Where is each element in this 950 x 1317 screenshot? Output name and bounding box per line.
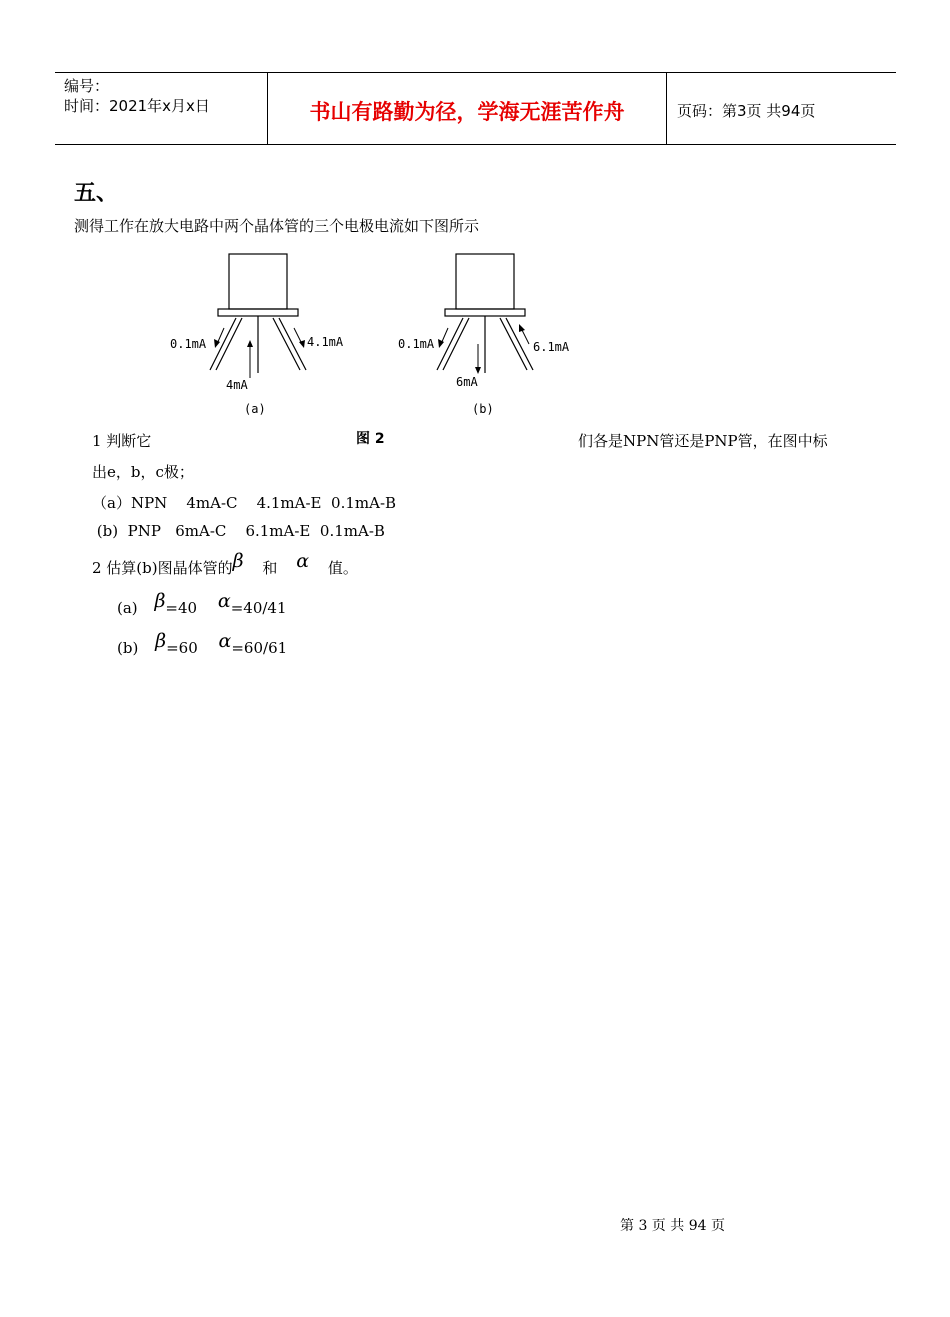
figure-caption: 图 2	[356, 431, 385, 447]
question2-line	[92, 550, 358, 578]
result-a-beta-symbol: β	[154, 590, 166, 612]
result-b-beta-value: =60	[166, 639, 198, 657]
alpha-symbol: α	[296, 550, 310, 572]
question2-prefix: 2 估算(b)图晶体管的	[92, 559, 233, 577]
beta-symbol: β	[232, 550, 244, 572]
result-row-a	[117, 590, 287, 618]
transistor-body-b	[456, 254, 514, 309]
time-label: 时间：2021年x月x日	[64, 97, 210, 115]
section-heading: 五、	[74, 181, 119, 206]
transistor-body-a	[229, 254, 287, 309]
fig-b-center-current: 6mA	[456, 375, 478, 389]
fig-b-right-current: 6.1mA	[533, 340, 570, 354]
header-bottom-border	[55, 144, 896, 145]
transistor-flange-b	[445, 309, 525, 316]
transistor-flange-a	[218, 309, 298, 316]
fig-a-left-current: 0.1mA	[170, 337, 207, 351]
header-page-label: 页码：第3页 共94页	[677, 102, 816, 120]
section-intro: 测得工作在放大电路中两个晶体管的三个电极电流如下图所示	[74, 217, 480, 235]
result-a-beta-value: =40	[165, 599, 198, 617]
transistor-diagram-b	[388, 248, 588, 420]
fig-a-label: (a)	[244, 402, 266, 416]
page-footer: 第 3 页 共 94 页	[620, 1218, 725, 1234]
question1-part3: 出e，b，c极；	[92, 463, 194, 481]
result-b-alpha-value: =60/61	[231, 639, 288, 657]
header-motto: 书山有路勤为径，学海无涯苦作舟	[309, 100, 625, 124]
header-top-border	[55, 72, 896, 73]
question1-part2: 们各是NPN管还是PNP管，在图中标	[578, 432, 828, 450]
question2-and: 和	[262, 559, 278, 577]
result-a-alpha-symbol: α	[217, 590, 231, 612]
result-a-label: (a)	[117, 599, 138, 617]
answer-b: (b) PNP 6mA-C 6.1mA-E 0.1mA-B	[92, 522, 385, 540]
result-b-beta-symbol: β	[155, 630, 167, 652]
result-row-b	[117, 630, 288, 658]
fig-a-center-current: 4mA	[226, 378, 248, 392]
result-b-alpha-symbol: α	[218, 630, 232, 652]
number-label: 编号：	[64, 77, 110, 95]
answer-a: （a）NPN 4mA-C 4.1mA-E 0.1mA-B	[92, 494, 397, 512]
result-b-label: (b)	[117, 639, 139, 657]
result-a-alpha-value: =40/41	[230, 599, 287, 617]
question1-part1: 1 判断它	[92, 432, 152, 450]
header-divider-2	[666, 72, 667, 145]
fig-b-left-current: 0.1mA	[398, 337, 435, 351]
transistor-diagram-a	[160, 248, 360, 420]
fig-b-label: (b)	[472, 402, 494, 416]
header-left-cell	[64, 76, 210, 116]
question2-suffix: 值。	[327, 559, 358, 577]
fig-a-right-current: 4.1mA	[307, 335, 344, 349]
